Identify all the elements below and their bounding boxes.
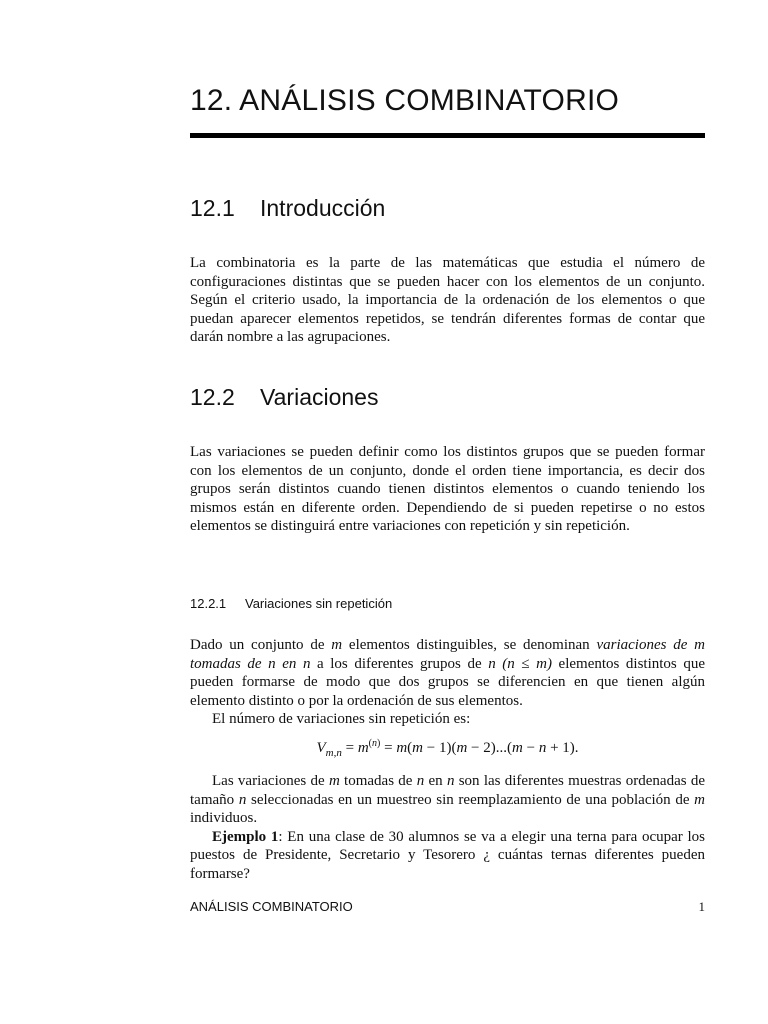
definition-paragraph bbox=[190, 636, 705, 729]
section-number: 12.1 bbox=[190, 195, 235, 221]
text-run: a los diferentes grupos de bbox=[310, 655, 489, 672]
section-title: Variaciones bbox=[260, 384, 379, 410]
math-var: m bbox=[694, 791, 705, 808]
math-var: n bbox=[488, 655, 496, 672]
document-page bbox=[190, 0, 705, 1024]
variations-formula: $V_{m,n} = m^{(n)} = m(m - 1)(m - 2)...(m - n + 1)$. bbox=[316, 738, 579, 759]
math-var: n bbox=[238, 791, 247, 808]
chapter-title: 12. ANÁLISIS COMBINATORIO bbox=[190, 84, 620, 117]
intro-paragraph: La combinatoria es la parte de las matemáticas que estudia el número de configuraciones distintas que se pueden hacer con los elementos de un conjunto. Según el criterio usado, la importancia de la ordenación de los elementos o que puedan aparecer elementos repetidos, se tendrán diferentes formas de contar que darán nombre a las agrupaciones. bbox=[190, 255, 705, 346]
text-run: individuos. bbox=[190, 810, 258, 827]
text-run: El número de variaciones sin repetición es: bbox=[212, 711, 471, 728]
running-footer: ANÁLISIS COMBINATORIO bbox=[190, 899, 353, 914]
text-run: tomadas de bbox=[339, 773, 417, 789]
chapter-rule bbox=[190, 133, 705, 138]
example-label: Ejemplo 1 bbox=[212, 828, 279, 845]
page-number: 1 bbox=[698, 899, 705, 914]
math-var: m bbox=[331, 637, 343, 653]
text-run: Dado un conjunto de bbox=[190, 637, 332, 653]
math-var: n bbox=[416, 773, 425, 789]
section-title: Introducción bbox=[260, 195, 386, 221]
emphasis-term: variaciones de m tomadas de n en n bbox=[190, 637, 705, 672]
math-var: n bbox=[446, 773, 455, 789]
subsection-heading bbox=[190, 596, 705, 611]
text-run: seleccionadas en un muestreo sin reemplazamiento de una población de bbox=[246, 791, 695, 808]
samples-paragraph bbox=[190, 772, 705, 884]
section-heading-introduccion bbox=[190, 195, 705, 222]
text-run: elementos distinguibles, se denominan bbox=[342, 637, 597, 653]
section-number: 12.2 bbox=[190, 384, 235, 410]
variaciones-paragraph: Las variaciones se pueden definir como los distintos grupos que se pueden formar con los elementos de un conjunto, donde el orden tiene importancia, es decir dos grupos serán distintos cuando tienen distintos elementos o cuando teniendo los mismos están en diferente orden. Dependiendo de si pueden repetirse o no estos elementos se distinguirá entre variaciones con repetición y sin repetición. bbox=[190, 444, 705, 535]
math-var: m bbox=[328, 773, 340, 789]
example-text: : En una clase de 30 alumnos se va a elegir una terna para ocupar los puestos de Presidente, Secretario y Tesorero ¿ cuántas ternas diferentes pueden formarse? bbox=[190, 828, 706, 882]
text-run: son las diferentes muestras ordenadas de tamaño bbox=[190, 773, 705, 808]
text-run: en bbox=[424, 773, 447, 789]
subsection-title: Variaciones sin repetición bbox=[245, 596, 393, 611]
text-run: elementos distintos que pueden formarse de modo que dos grupos se diferencien en que tienen algún elemento distinto o por la ordenación de sus elementos. bbox=[190, 655, 706, 709]
text-run: Las variaciones de bbox=[212, 773, 329, 789]
section-heading-variaciones bbox=[190, 384, 705, 411]
math-condition: (n ≤ m) bbox=[495, 655, 552, 672]
subsection-number: 12.2.1 bbox=[190, 596, 227, 611]
